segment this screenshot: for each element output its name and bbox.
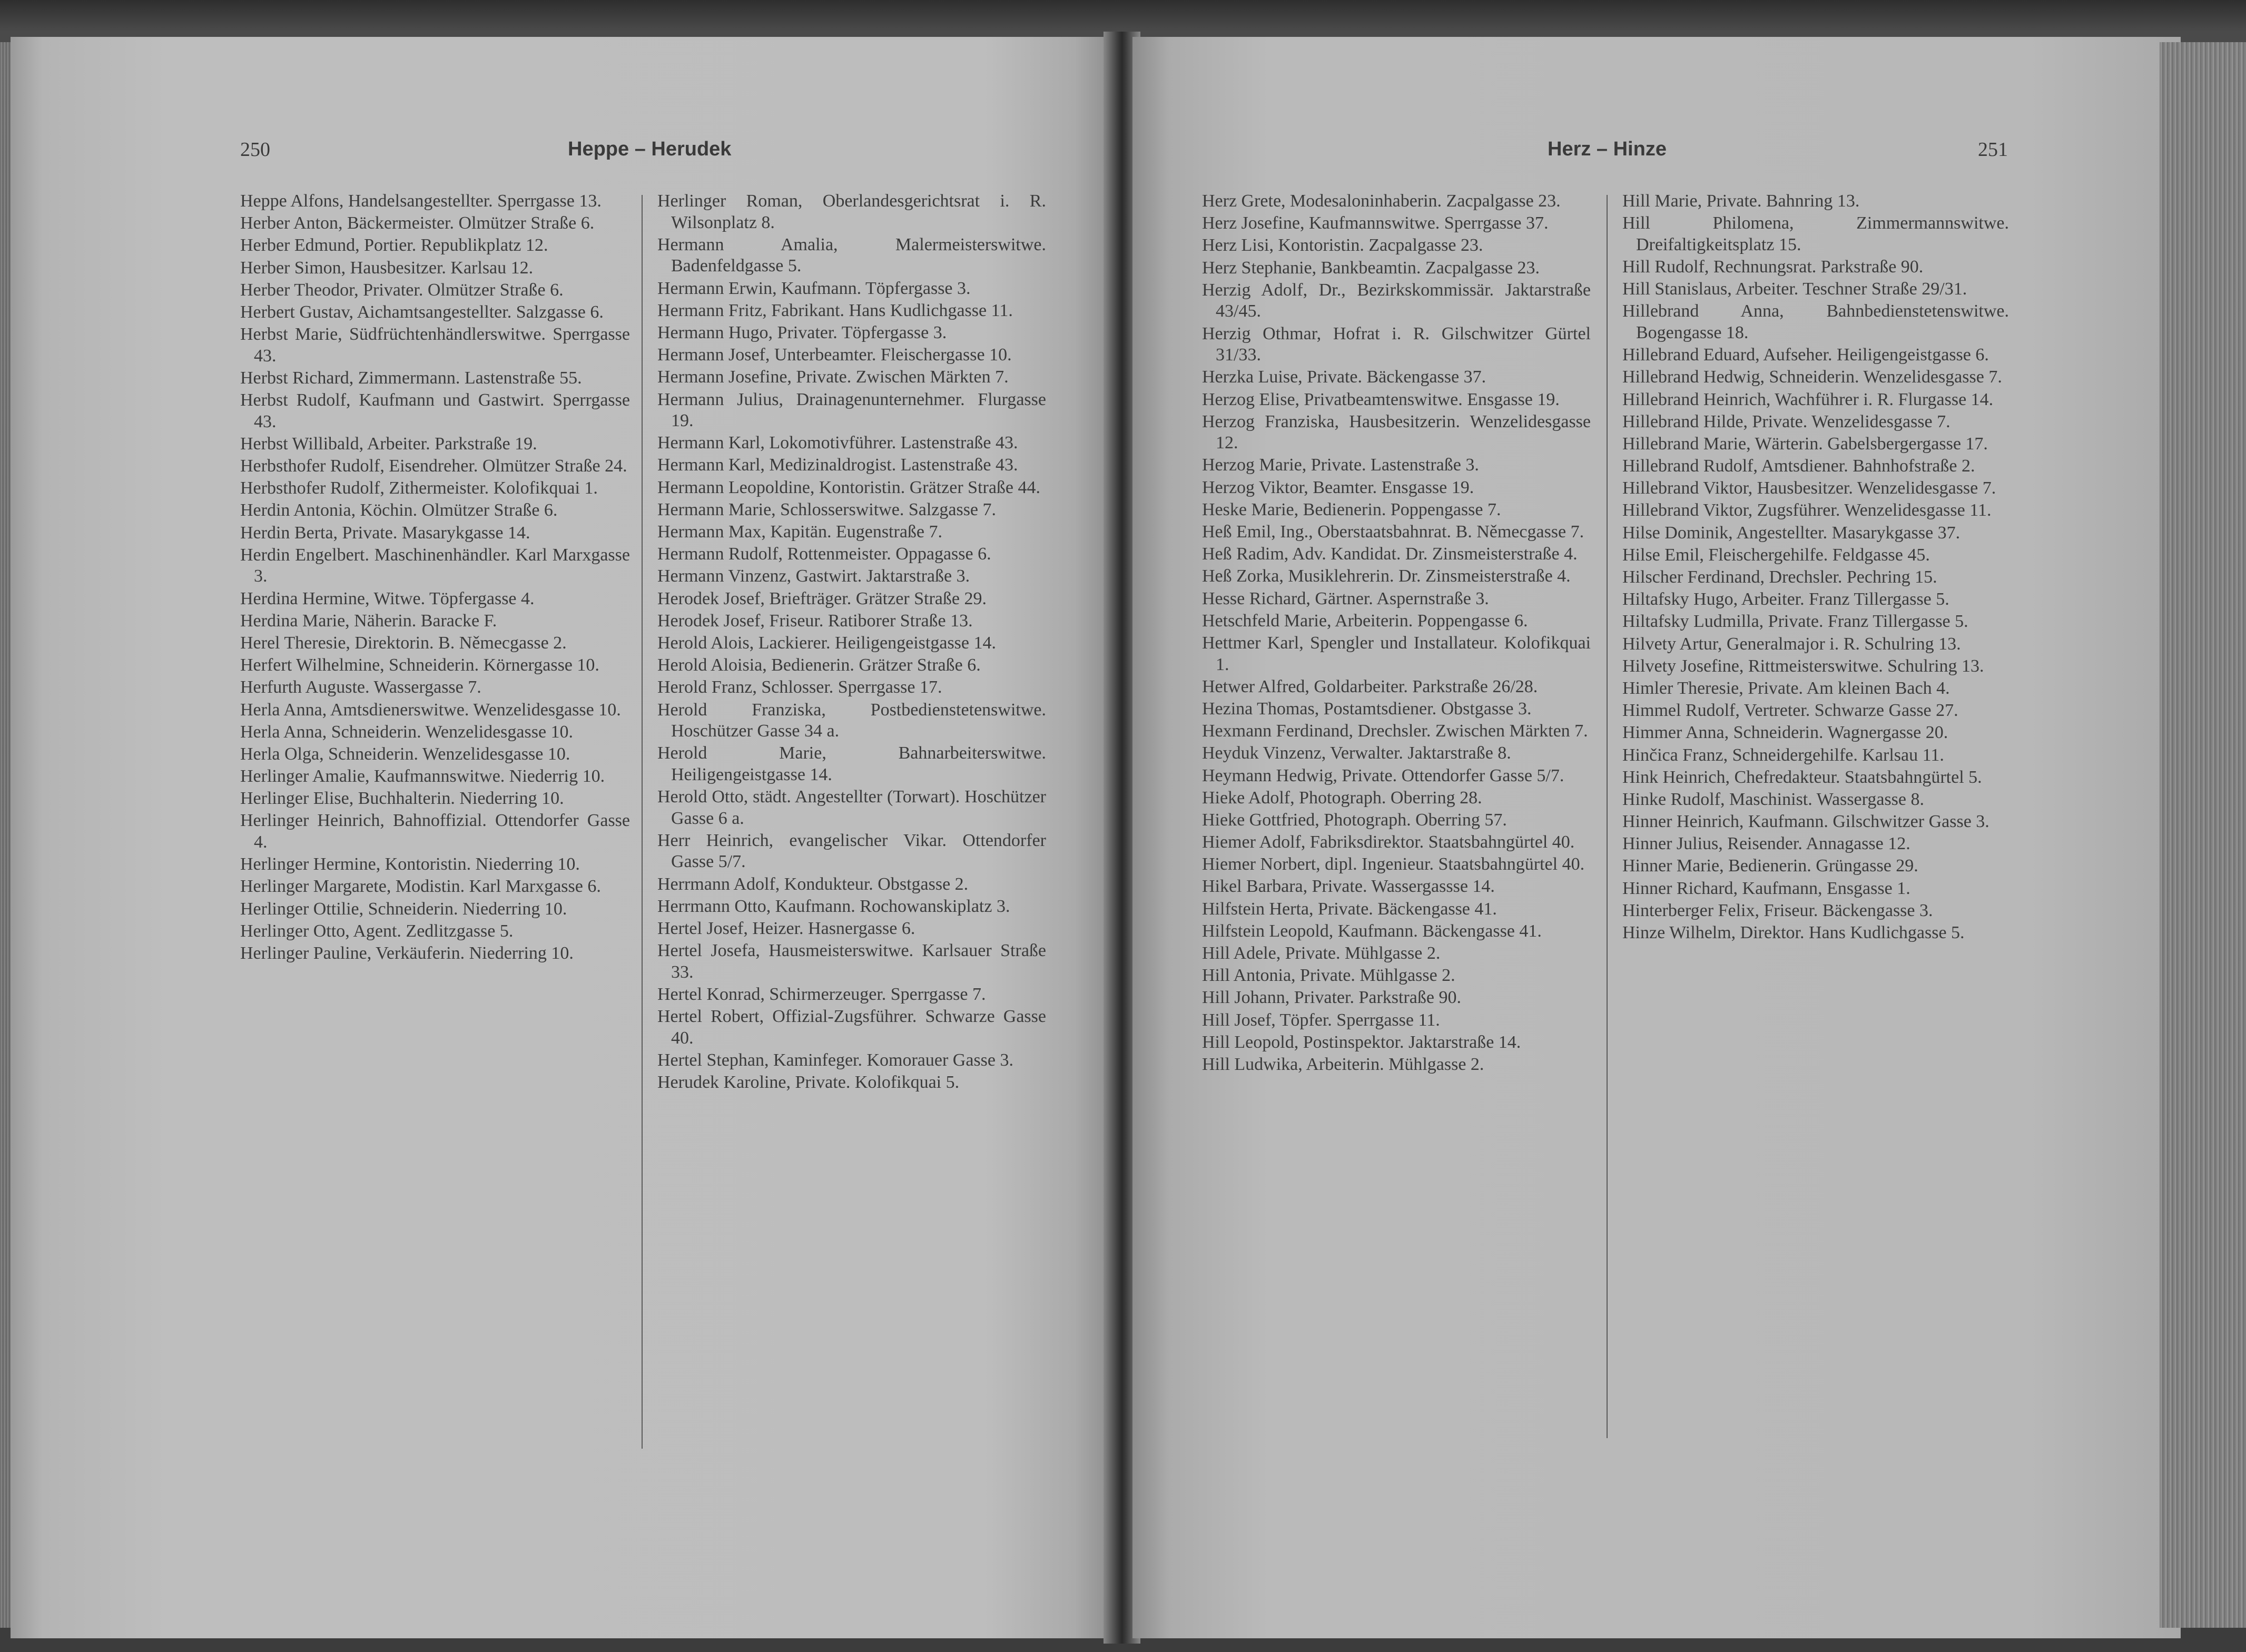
directory-entry: Hillebrand Hilde, Private. Wenzelidesgasse 7. xyxy=(1622,411,1951,431)
directory-entry: Hiemer Adolf, Fabriksdirektor. Staatsbahngürtel 40. xyxy=(1202,832,1575,852)
left-page-number: 250 xyxy=(240,139,270,161)
directory-entry: Herlinger Hermine, Kontoristin. Niederring 10. xyxy=(240,854,580,874)
right-column-divider xyxy=(1607,195,1608,1438)
left-page-column-2 xyxy=(657,191,1046,1094)
directory-entry: Hill Stanislaus, Arbeiter. Teschner Straße 29/31. xyxy=(1622,279,1967,299)
directory-entry: Hermann Hugo, Privater. Töpfergasse 3. xyxy=(657,322,947,342)
directory-entry: Herold Marie, Bahnarbeiterswitwe. Heiligengeistgasse 14. xyxy=(657,743,1046,784)
directory-entry: Herold Otto, städt. Angestellter (Torwart). Hoschützer Gasse 6 a. xyxy=(657,787,1046,828)
directory-entry: Herzog Elise, Privatbeamtenswitwe. Ensgasse 19. xyxy=(1202,389,1560,409)
directory-entry: Heyduk Vinzenz, Verwalter. Jaktarstraße 8. xyxy=(1202,743,1511,763)
directory-entry: Heß Radim, Adv. Kandidat. Dr. Zinsmeisterstraße 4. xyxy=(1202,544,1578,564)
directory-entry: Herbert Gustav, Aichamtsangestellter. Salzgasse 6. xyxy=(240,302,604,322)
directory-entry: Herz Lisi, Kontoristin. Zacpalgasse 23. xyxy=(1202,235,1483,255)
directory-entry: Herel Theresie, Direktorin. B. Němecgasse 2. xyxy=(240,633,567,653)
directory-entry: Hilvety Artur, Generalmajor i. R. Schulring 13. xyxy=(1622,634,1961,654)
right-page-edges xyxy=(2160,42,2246,1628)
directory-entry: Herbst Marie, Südfrüchtenhändlerswitwe. Sperrgasse 43. xyxy=(240,324,630,366)
directory-entry: Hertel Josef, Heizer. Hasnergasse 6. xyxy=(657,919,915,939)
directory-entry: Hinze Wilhelm, Direktor. Hans Kudlichgasse 5. xyxy=(1622,923,1965,942)
directory-entry: Hermann Vinzenz, Gastwirt. Jaktarstraße 3. xyxy=(657,566,970,586)
directory-entry: Hill Ludwika, Arbeiterin. Mühlgasse 2. xyxy=(1202,1054,1484,1074)
directory-entry: Herlinger Heinrich, Bahnoffizial. Ottendorfer Gasse 4. xyxy=(240,811,630,852)
directory-entry: Herzog Viktor, Beamter. Ensgasse 19. xyxy=(1202,477,1474,497)
directory-entry: Hinner Marie, Bedienerin. Grüngasse 29. xyxy=(1622,856,1918,876)
directory-entry: Hermann Josefine, Private. Zwischen Märkten 7. xyxy=(657,367,1009,387)
directory-entry: Heß Emil, Ing., Oberstaatsbahnrat. B. Němecgasse 7. xyxy=(1202,522,1584,542)
directory-entry: Herbst Richard, Zimmermann. Lastenstraße 55. xyxy=(240,368,582,388)
directory-entry: Herber Edmund, Portier. Republikplatz 12. xyxy=(240,235,548,255)
directory-entry: Herzig Othmar, Hofrat i. R. Gilschwitzer Gürtel 31/33. xyxy=(1202,323,1591,365)
directory-entry: Herzog Marie, Private. Lastenstraße 3. xyxy=(1202,455,1479,475)
directory-entry: Herber Simon, Hausbesitzer. Karlsau 12. xyxy=(240,258,534,278)
directory-entry: Herr Heinrich, evangelischer Vikar. Ottendorfer Gasse 5/7. xyxy=(657,830,1046,872)
directory-entry: Heppe Alfons, Handelsangestellter. Sperrgasse 13. xyxy=(240,191,602,211)
directory-entry: Hilse Dominik, Angestellter. Masarykgasse 37. xyxy=(1622,523,1961,543)
directory-entry: Hertel Konrad, Schirmerzeuger. Sperrgasse 7. xyxy=(657,985,986,1004)
directory-entry: Hinner Heinrich, Kaufmann. Gilschwitzer Gasse 3. xyxy=(1622,812,1989,832)
directory-entry: Hieke Adolf, Photograph. Oberring 28. xyxy=(1202,788,1482,808)
directory-entry: Hermann Erwin, Kaufmann. Töpfergasse 3. xyxy=(657,278,971,298)
directory-entry: Herla Anna, Schneiderin. Wenzelidesgasse 10. xyxy=(240,722,574,742)
directory-entry: Hermann Fritz, Fabrikant. Hans Kudlichgasse 11. xyxy=(657,300,1013,320)
directory-entry: Hertel Stephan, Kaminfeger. Komorauer Gasse 3. xyxy=(657,1050,1013,1070)
directory-entry: Hetwer Alfred, Goldarbeiter. Parkstraße 26/28. xyxy=(1202,676,1538,696)
directory-entry: Herlinger Roman, Oberlandesgerichtsrat i. R. Wilsonplatz 8. xyxy=(657,191,1046,232)
left-page-column-1 xyxy=(240,191,630,965)
directory-entry: Hilscher Ferdinand, Drechsler. Pechring 15. xyxy=(1622,567,1937,587)
directory-entry: Herlinger Ottilie, Schneiderin. Niederring 10. xyxy=(240,899,567,919)
directory-entry: Hertel Robert, Offizial-Zugsführer. Schwarze Gasse 40. xyxy=(657,1007,1046,1048)
directory-entry: Herlinger Margarete, Modistin. Karl Marxgasse 6. xyxy=(240,877,601,897)
directory-entry: Himmer Anna, Schneiderin. Wagnergasse 20. xyxy=(1622,723,1948,743)
directory-entry: Himler Theresie, Private. Am kleinen Bach 4. xyxy=(1622,678,1950,698)
directory-entry: Heß Zorka, Musiklehrerin. Dr. Zinsmeisterstraße 4. xyxy=(1202,566,1571,586)
directory-entry: Hinčica Franz, Schneidergehilfe. Karlsau 11. xyxy=(1622,745,1944,765)
directory-entry: Hillebrand Viktor, Hausbesitzer. Wenzelidesgasse 7. xyxy=(1622,478,1996,498)
directory-entry: Herzog Franziska, Hausbesitzerin. Wenzelidesgasse 12. xyxy=(1202,411,1591,453)
directory-entry: Herlinger Otto, Agent. Zedlitzgasse 5. xyxy=(240,921,514,941)
directory-entry: Herrmann Otto, Kaufmann. Rochowanskiplatz 3. xyxy=(657,896,1010,916)
directory-entry: Hilse Emil, Fleischergehilfe. Feldgasse 45. xyxy=(1622,545,1930,565)
directory-entry: Hetschfeld Marie, Arbeiterin. Poppengasse 6. xyxy=(1202,611,1528,631)
directory-entry: Hill Adele, Private. Mühlgasse 2. xyxy=(1202,943,1441,963)
directory-entry: Hesse Richard, Gärtner. Aspernstraße 3. xyxy=(1202,588,1489,608)
directory-entry: Herold Alois, Lackierer. Heiligengeistgasse 14. xyxy=(657,633,996,653)
directory-entry: Hilvety Josefine, Rittmeisterswitwe. Schulring 13. xyxy=(1622,656,1984,676)
directory-entry: Heymann Hedwig, Private. Ottendorfer Gasse 5/7. xyxy=(1202,765,1564,785)
left-page-header: Heppe – Herudek xyxy=(568,138,732,160)
directory-entry: Hermann Marie, Schlosserswitwe. Salzgasse 7. xyxy=(657,499,997,519)
directory-entry: Herber Theodor, Privater. Olmützer Straße 6. xyxy=(240,280,564,300)
directory-entry: Hillebrand Anna, Bahnbedienstetenswitwe. Bogengasse 18. xyxy=(1622,301,2009,342)
directory-entry: Hillebrand Eduard, Aufseher. Heiligengeistgasse 6. xyxy=(1622,345,1989,365)
directory-entry: Hill Leopold, Postinspektor. Jaktarstraße 14. xyxy=(1202,1032,1521,1052)
directory-entry: Herlinger Elise, Buchhalterin. Niederring 10. xyxy=(240,789,564,809)
right-page-header: Herz – Hinze xyxy=(1548,138,1667,160)
directory-entry: Hillebrand Hedwig, Schneiderin. Wenzelidesgasse 7. xyxy=(1622,367,2002,387)
directory-entry: Herbst Rudolf, Kaufmann und Gastwirt. Sperrgasse 43. xyxy=(240,390,630,431)
directory-entry: Herold Aloisia, Bedienerin. Grätzer Straße 6. xyxy=(657,655,981,675)
directory-entry: Herz Stephanie, Bankbeamtin. Zacpalgasse 23. xyxy=(1202,258,1540,278)
directory-entry: Herold Franziska, Postbedienstetenswitwe. Hoschützer Gasse 34 a. xyxy=(657,700,1046,741)
directory-entry: Herdin Berta, Private. Masarykgasse 14. xyxy=(240,523,530,543)
directory-entry: Himmel Rudolf, Vertreter. Schwarze Gasse 27. xyxy=(1622,701,1958,721)
directory-entry: Hermann Josef, Unterbeamter. Fleischergasse 10. xyxy=(657,345,1012,365)
directory-entry: Hillebrand Rudolf, Amtsdiener. Bahnhofstraße 2. xyxy=(1622,456,1975,476)
directory-entry: Hiltafsky Ludmilla, Private. Franz Tillergasse 5. xyxy=(1622,612,1968,632)
directory-entry: Hilfstein Leopold, Kaufmann. Bäckengasse 41. xyxy=(1202,921,1542,941)
directory-entry: Hermann Julius, Drainagenunternehmer. Flurgasse 19. xyxy=(657,389,1046,431)
directory-entry: Hieke Gottfried, Photograph. Oberring 57. xyxy=(1202,810,1507,830)
right-page-number: 251 xyxy=(1978,139,2008,161)
directory-entry: Herdina Hermine, Witwe. Töpfergasse 4. xyxy=(240,588,535,608)
directory-entry: Herz Grete, Modesaloninhaberin. Zacpalgasse 23. xyxy=(1202,191,1561,211)
directory-entry: Hilfstein Herta, Private. Bäckengasse 41. xyxy=(1202,899,1497,919)
directory-entry: Hillebrand Heinrich, Wachführer i. R. Flurgasse 14. xyxy=(1622,389,1994,409)
directory-entry: Hill Rudolf, Rechnungsrat. Parkstraße 90. xyxy=(1622,257,1924,277)
directory-entry: Herzka Luise, Private. Bäckengasse 37. xyxy=(1202,367,1486,387)
directory-entry: Herbst Willibald, Arbeiter. Parkstraße 19. xyxy=(240,434,537,454)
directory-entry: Hinner Richard, Kaufmann, Ensgasse 1. xyxy=(1622,878,1910,898)
directory-entry: Herfurth Auguste. Wassergasse 7. xyxy=(240,677,481,697)
directory-entry: Hikel Barbara, Private. Wassergassse 14. xyxy=(1202,877,1495,897)
directory-entry: Hink Heinrich, Chefredakteur. Staatsbahngürtel 5. xyxy=(1622,767,1982,787)
directory-entry: Herudek Karoline, Private. Kolofikquai 5. xyxy=(657,1073,960,1093)
directory-entry: Hillebrand Viktor, Zugsführer. Wenzelidesgasse 11. xyxy=(1622,500,1992,520)
directory-entry: Hermann Rudolf, Rottenmeister. Oppagasse 6. xyxy=(657,544,991,564)
directory-entry: Hillebrand Marie, Wärterin. Gabelsbergergasse 17. xyxy=(1622,434,1988,454)
directory-entry: Hill Philomena, Zimmermannswitwe. Dreifaltigkeitsplatz 15. xyxy=(1622,213,2009,254)
directory-entry: Hermann Karl, Medizinaldrogist. Lastenstraße 43. xyxy=(657,455,1018,475)
directory-entry: Hettmer Karl, Spengler und Installateur. Kolofikquai 1. xyxy=(1202,633,1591,674)
directory-entry: Herodek Josef, Friseur. Ratiborer Straße 13. xyxy=(657,611,973,631)
directory-entry: Hill Josef, Töpfer. Sperrgasse 11. xyxy=(1202,1010,1440,1030)
directory-entry: Hill Marie, Private. Bahnring 13. xyxy=(1622,191,1860,211)
directory-entry: Herold Franz, Schlosser. Sperrgasse 17. xyxy=(657,677,942,697)
directory-entry: Hiemer Norbert, dipl. Ingenieur. Staatsbahngürtel 40. xyxy=(1202,854,1585,874)
directory-entry: Heske Marie, Bedienerin. Poppengasse 7. xyxy=(1202,499,1501,519)
directory-entry: Herdin Engelbert. Maschinenhändler. Karl Marxgasse 3. xyxy=(240,545,630,586)
right-page-column-2 xyxy=(1622,191,2009,945)
directory-entry: Herodek Josef, Briefträger. Grätzer Straße 29. xyxy=(657,588,987,608)
directory-entry: Hermann Karl, Lokomotivführer. Lastenstraße 43. xyxy=(657,433,1018,453)
directory-entry: Hermann Max, Kapitän. Eugenstraße 7. xyxy=(657,522,942,542)
directory-entry: Herlinger Pauline, Verkäuferin. Niederring 10. xyxy=(240,943,574,963)
directory-entry: Hinke Rudolf, Maschinist. Wassergasse 8. xyxy=(1622,789,1925,809)
directory-entry: Hertel Josefa, Hausmeisterswitwe. Karlsauer Straße 33. xyxy=(657,941,1046,982)
directory-entry: Hinterberger Felix, Friseur. Bäckengasse 3. xyxy=(1622,900,1933,920)
directory-entry: Hiltafsky Hugo, Arbeiter. Franz Tillergasse 5. xyxy=(1622,589,1949,609)
directory-entry: Herbsthofer Rudolf, Zithermeister. Kolofikquai 1. xyxy=(240,478,598,498)
directory-entry: Hexmann Ferdinand, Drechsler. Zwischen Märkten 7. xyxy=(1202,721,1588,741)
directory-entry: Herfert Wilhelmine, Schneiderin. Körnergasse 10. xyxy=(240,655,599,675)
directory-entry: Hermann Amalia, Malermeisterswitwe. Badenfeldgasse 5. xyxy=(657,234,1046,276)
right-page-column-1 xyxy=(1202,191,1591,1076)
directory-entry: Hill Johann, Privater. Parkstraße 90. xyxy=(1202,988,1461,1008)
left-column-divider xyxy=(642,195,643,1449)
directory-entry: Herlinger Amalie, Kaufmannswitwe. Niederrig 10. xyxy=(240,766,605,786)
directory-entry: Herdina Marie, Näherin. Baracke F. xyxy=(240,611,497,631)
directory-entry: Herzig Adolf, Dr., Bezirkskommissär. Jaktarstraße 43/45. xyxy=(1202,280,1591,321)
directory-entry: Herla Anna, Amtsdienerswitwe. Wenzelidesgasse 10. xyxy=(240,700,621,720)
directory-entry: Hezina Thomas, Postamtsdiener. Obstgasse 3. xyxy=(1202,699,1532,719)
directory-entry: Herber Anton, Bäckermeister. Olmützer Straße 6. xyxy=(240,213,595,233)
directory-entry: Herbsthofer Rudolf, Eisendreher. Olmützer Straße 24. xyxy=(240,456,627,476)
directory-entry: Herdin Antonia, Köchin. Olmützer Straße 6. xyxy=(240,500,558,520)
directory-entry: Herz Josefine, Kaufmannswitwe. Sperrgasse 37. xyxy=(1202,213,1549,233)
directory-entry: Hermann Leopoldine, Kontoristin. Grätzer Straße 44. xyxy=(657,477,1041,497)
directory-entry: Hill Antonia, Private. Mühlgasse 2. xyxy=(1202,966,1455,986)
directory-entry: Herla Olga, Schneiderin. Wenzelidesgasse 10. xyxy=(240,744,570,764)
directory-entry: Herrmann Adolf, Kondukteur. Obstgasse 2. xyxy=(657,874,969,894)
directory-entry: Hinner Julius, Reisender. Annagasse 12. xyxy=(1622,834,1910,854)
